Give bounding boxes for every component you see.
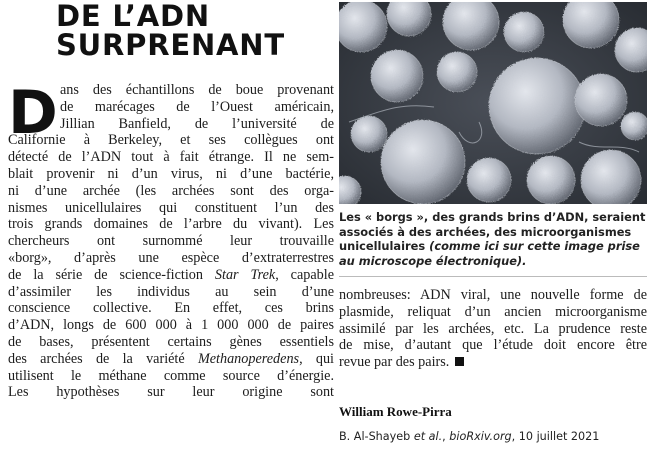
body-line: Jillian Banfield, de l’université de bbox=[60, 115, 334, 132]
body-line: de marécages de l’Ouest américain, bbox=[60, 98, 334, 115]
body-line: utilisent le méthane comme source d’énergie. bbox=[8, 367, 334, 384]
body-line: ni d’une archée (les archées sont des orga- bbox=[8, 182, 334, 199]
body-line: détecté de l’ADN tout à fait étrange. Il ne sem- bbox=[8, 149, 334, 166]
body-line: «borg», d’après une espèce d’extraterrestres bbox=[8, 249, 334, 266]
body-text-segment: des archées de la variété bbox=[8, 350, 198, 367]
reference-etal: et al. bbox=[413, 430, 443, 443]
body-text-segment: , capable bbox=[275, 266, 334, 283]
body-text-segment: , qui bbox=[299, 350, 334, 367]
reference: B. Al-Shayeb et al., bioRxiv.org, 10 juillet 2021 bbox=[339, 430, 600, 443]
body-line: Les hypothèses sur leur origine sont bbox=[8, 384, 334, 401]
body-line: d’ADN, longs de 600 000 à 1 000 000 de paires bbox=[8, 317, 334, 334]
article-continuation bbox=[339, 287, 647, 371]
genus-name: Methanoperedens bbox=[197, 350, 300, 367]
body-line: Californie à Berkeley, et ses collègues ont bbox=[8, 132, 334, 149]
reference-authors: B. Al-Shayeb bbox=[339, 430, 411, 443]
body-line bbox=[8, 351, 334, 368]
body-line: plasmide, reliquat d’un ancien microorganisme bbox=[339, 303, 647, 320]
body-line: de bases, présentent certains gènes essentiels bbox=[8, 333, 334, 350]
body-line: chercheurs ont surnommé leur trouvaille bbox=[8, 233, 334, 250]
divider bbox=[339, 276, 647, 277]
reference-date: , 10 juillet 2021 bbox=[511, 430, 600, 443]
drop-cap: D bbox=[8, 78, 58, 148]
microscope-photo bbox=[339, 2, 647, 204]
microorganism-image bbox=[339, 2, 647, 204]
body-text-segment: de la série de science-fiction bbox=[8, 266, 215, 283]
body-line: assimilé par les archées, etc. La prudence reste bbox=[339, 320, 647, 337]
last-sentence: revue par des pairs. bbox=[339, 354, 450, 371]
headline-line-2: SURPRENANT bbox=[56, 28, 285, 62]
caption-main: Les « borgs », des grands brins d’ADN, seraient associés à des archées, des microorganismes unicellulaires bbox=[339, 210, 646, 254]
reference-source: bioRxiv.org bbox=[449, 430, 512, 443]
body-line: nombreuses: ADN viral, une nouvelle forme de bbox=[339, 287, 647, 303]
star-trek-title: Star Trek bbox=[214, 266, 276, 283]
author-byline: William Rowe-Pirra bbox=[339, 404, 452, 419]
body-line bbox=[339, 354, 647, 371]
body-line: trois grands domaines de l’arbre du vivant). Les bbox=[8, 216, 334, 233]
photo-caption bbox=[339, 210, 647, 268]
body-line: de mise, d’autant que l’étude doit encore être bbox=[339, 337, 647, 354]
headline bbox=[8, 2, 334, 60]
article-body bbox=[8, 78, 334, 401]
body-line: blait provenir ni d’un virus, ni d’une bactérie, bbox=[8, 165, 334, 182]
body-line: d’assimiler les individus au sein d’une bbox=[8, 283, 334, 300]
body-line: nismes unicellulaires qui constituent l’un des bbox=[8, 199, 334, 216]
body-line: conscience collective. En effet, ces brins bbox=[8, 300, 334, 317]
body-line bbox=[8, 267, 334, 284]
headline-line-1: DE L’ADN bbox=[56, 0, 210, 33]
end-of-article-square-icon bbox=[455, 357, 464, 366]
body-line: ans des échantillons de boue provenant bbox=[60, 82, 334, 98]
article-column bbox=[8, 0, 334, 401]
caption-note: (comme ici sur cette image prise au microscope électronique). bbox=[339, 239, 640, 268]
